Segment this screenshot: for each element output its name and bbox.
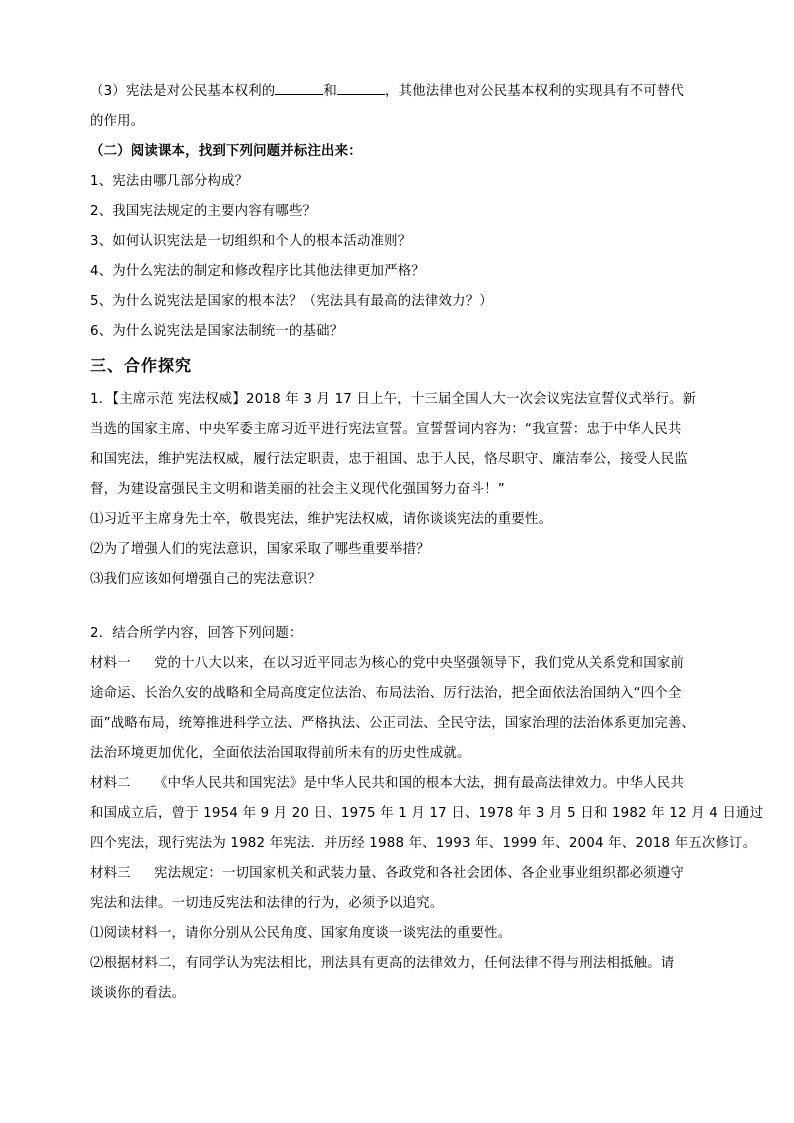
q1-paragraph-line: 督，为建设富强民主文明和谐美丽的社会主义现代化强国努力奋斗！” [90, 482, 505, 497]
q2-intro: 2．结合所学内容，回答下列问题： [90, 626, 303, 641]
material-1-text: 党的十八大以来，在以习近平同志为核心的党中央坚强领导下，我们党从关系党和国家前 [154, 656, 685, 671]
q1-subquestion: ⑶我们应该如何增强自己的宪法意识？ [90, 572, 322, 587]
material-3-line [90, 859, 710, 889]
reading-question: 5、为什么说宪法是国家的根本法？（宪法具有最高的法律效力？） [90, 294, 493, 309]
material-3-text: 宪法规定：一切国家机关和武装力量、各政党和各社会团体、各企业事业组织都必须遵守 [154, 866, 685, 881]
worksheet-page [90, 77, 764, 1009]
reading-question: 2、我国宪法规定的主要内容有哪些？ [90, 204, 317, 219]
section-heading-cooperation: 三、合作探究 [90, 356, 193, 375]
q1-paragraph-line: 当选的国家主席、中央军委主席习近平进行宪法宣誓。宣誓誓词内容为：“我宣誓：忠于中华人民共 [90, 422, 682, 437]
reading-question: 6、为什么说宪法是国家法制统一的基础？ [90, 324, 344, 339]
answer-blank-2[interactable] [337, 81, 385, 95]
material-1-line [90, 649, 710, 679]
material-2-text: 《中华人民共和国宪法》是中华人民共和国的根本大法，拥有最高法律效力。中华人民共 [154, 776, 685, 791]
material-2-line [90, 769, 710, 799]
q3-continuation: 的作用。 [90, 114, 145, 129]
q3-text-a: （3）宪法是对公民基本权利的 [90, 84, 276, 99]
material-2-line: 四个宪法，现行宪法为 1982 年宪法．并历经 1988 年、1993 年、1999 年、2004 年、2018 年五次修订。 [90, 836, 757, 851]
q1-subquestion: ⑴习近平主席身先士卒，敬畏宪法，维护宪法权威，请你谈谈宪法的重要性。 [90, 512, 553, 527]
q3-text-b: 和 [323, 84, 337, 99]
material-1-line: 面”战略布局，统筹推进科学立法、严格执法、公正司法、全民守法，国家治理的法治体系更加完善、 [90, 716, 696, 731]
reading-question: 3、如何认识宪法是一切组织和个人的根本活动准则？ [90, 234, 412, 249]
reading-question: 1、宪法由哪几部分构成？ [90, 174, 249, 189]
spacer [90, 595, 710, 619]
material-2-label: 材料二 [90, 776, 131, 791]
q2-subquestion: ⑵根据材料二，有同学认为宪法相比，刑法具有更高的法律效力，任何法律不得与刑法相抵触。请 [90, 956, 675, 971]
q3-text-c: ，其他法律也对公民基本权利的实现具有不可替代 [385, 84, 684, 99]
material-3-line: 宪法和法律。一切违反宪法和法律的行为，必须予以追究。 [90, 896, 444, 911]
section-title-reading: （二）阅读课本，找到下列问题并标注出来： [90, 144, 362, 159]
material-1-line: 法治环境更加优化，全面依法治国取得前所未有的历史性成就。 [90, 746, 471, 761]
fill-blank-question-3 [90, 77, 710, 107]
q1-paragraph-line: 和国宪法，维护宪法权威，履行法定职责，忠于祖国、忠于人民，恪尽职守、廉洁奉公，接受人民监 [90, 452, 688, 467]
q2-subquestion: 谈谈你的看法。 [90, 986, 186, 1001]
material-3-label: 材料三 [90, 866, 131, 881]
material-1-label: 材料一 [90, 656, 131, 671]
reading-question: 4、为什么宪法的制定和修改程序比其他法律更加严格？ [90, 264, 425, 279]
answer-blank-1[interactable] [275, 81, 323, 95]
q1-subquestion: ⑵为了增强人们的宪法意识，国家采取了哪些重要举措？ [90, 542, 430, 557]
q1-paragraph-line: 1．【主席示范 宪法权威】2018 年 3 月 17 日上午，十三届全国人大一次会议宪法宣誓仪式举行。新 [90, 392, 697, 407]
material-1-line: 途命运、长治久安的战略和全局高度定位法治、布局法治、厉行法治，把全面依法治国纳入“四个全 [90, 686, 682, 701]
q2-subquestion: ⑴阅读材料一，请你分别从公民角度、国家角度谈一谈宪法的重要性。 [90, 926, 512, 941]
material-2-line: 和国成立后，曾于 1954 年 9 月 20 日、1975 年 1 月 17 日、1978 年 3 月 5 日和 1982 年 12 月 4 日通过 [90, 806, 764, 821]
